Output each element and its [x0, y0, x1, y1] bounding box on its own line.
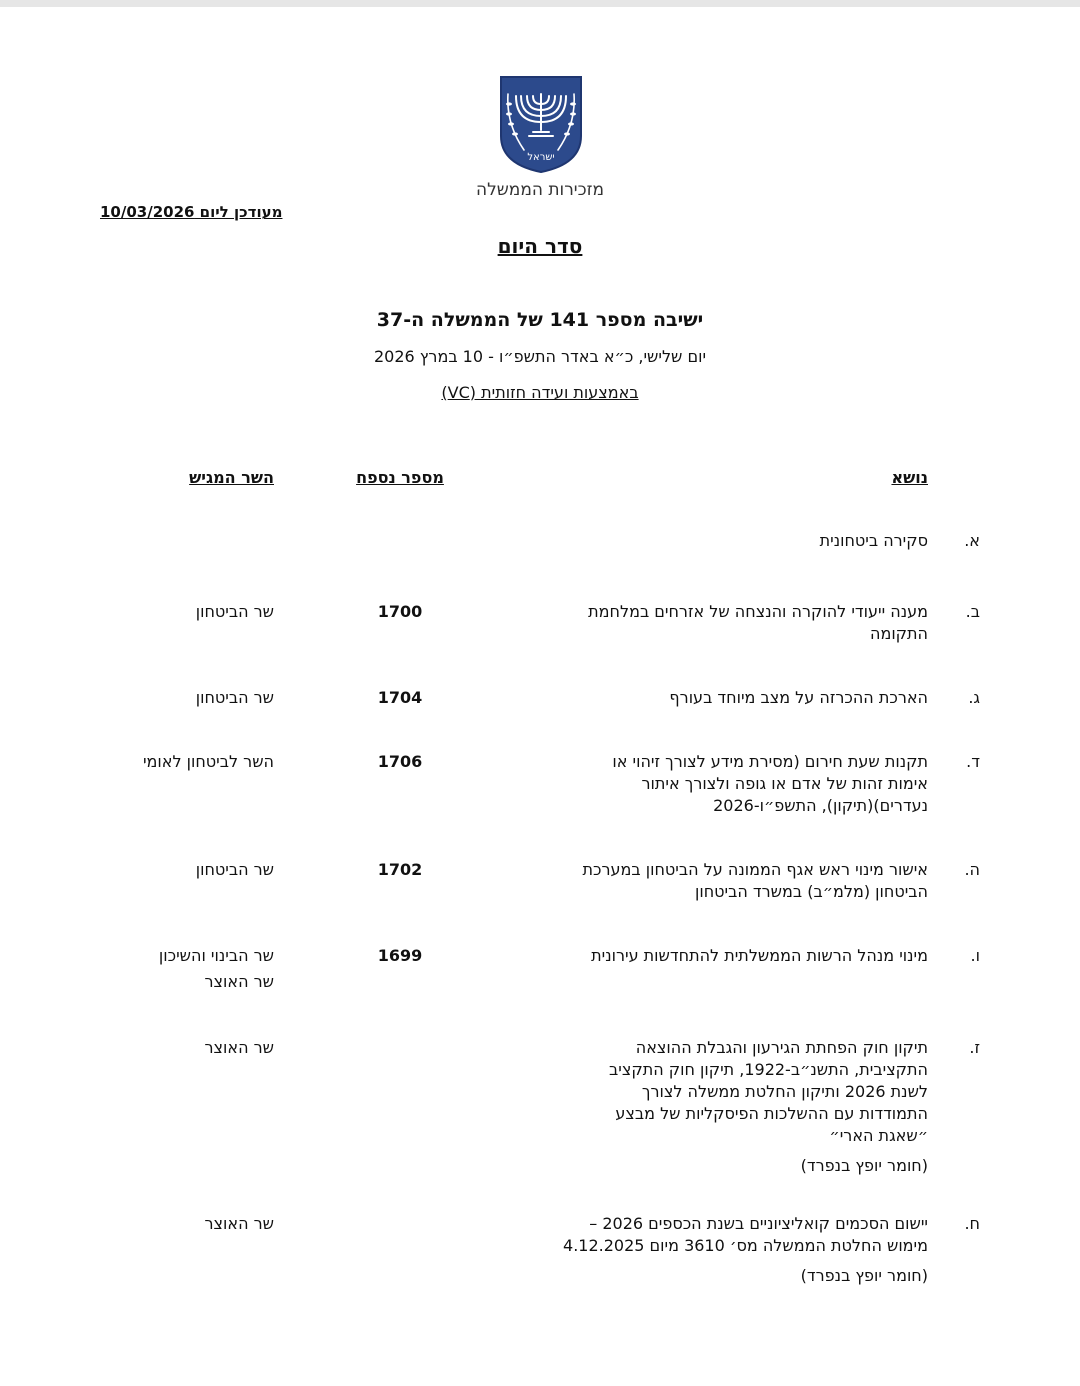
item-minister: [54, 751, 274, 777]
item-subject-line: סקירה ביטחונית: [819, 531, 928, 550]
item-minister: [54, 945, 274, 997]
minister-name: שר האוצר: [204, 1038, 274, 1057]
item-subject-line: נעדרים)(תיקון), התשפ״ו-2026: [713, 796, 928, 815]
column-header-minister: השר המגיש: [189, 468, 274, 487]
item-appendix: 1699: [377, 946, 423, 965]
item-minister: [54, 687, 274, 713]
item-subject: [524, 601, 928, 645]
item-subject: [524, 530, 928, 552]
item-letter: ד.: [966, 752, 980, 771]
item-note: (חומר יופץ בנפרד): [800, 1266, 928, 1285]
minister-name: שר הביטחון: [195, 602, 274, 621]
column-header-appendix: מספר נספח: [356, 468, 444, 487]
item-minister: [54, 601, 274, 627]
item-letter: ז.: [969, 1038, 980, 1057]
item-letter: ה.: [964, 860, 980, 879]
item-subject: [524, 945, 928, 967]
emblem-caption: ישראל: [527, 152, 555, 163]
meeting-title: ישיבה מספר 141 של הממשלה ה-37: [376, 309, 704, 331]
item-note: (חומר יופץ בנפרד): [800, 1156, 928, 1175]
updated-date: מעודכן ליום 10/03/2026: [100, 203, 283, 221]
item-subject: [524, 751, 928, 817]
item-subject-line: מענה ייעודי להוקרה והנצחה של אזרחים במלחמת: [588, 602, 928, 621]
minister-name: שר הבינוי והשיכון: [158, 946, 274, 965]
minister-name: שר האוצר: [204, 1214, 274, 1233]
item-subject-line: אישור מינוי ראש אגף הממונה על הביטחון במערכת: [582, 860, 928, 879]
meeting-mode: באמצעות ועידה חזותית (VC): [441, 383, 639, 402]
item-subject: [524, 1037, 928, 1177]
item-subject-line: אימות זהות של אדם או גופה ולצורך איתור: [641, 774, 928, 793]
item-appendix: 1706: [377, 752, 423, 771]
office-name: מזכירות הממשלה: [475, 180, 605, 200]
meeting-date: יום שלישי, כ״א באדר התשפ״ו - 10 במרץ 2026: [373, 347, 707, 366]
item-subject: [524, 687, 928, 709]
minister-name: שר הביטחון: [195, 860, 274, 879]
item-letter: א.: [964, 531, 980, 550]
item-minister: [54, 1213, 274, 1239]
item-letter: ו.: [970, 946, 980, 965]
item-subject-line: מינוי מנהל הרשות הממשלתית להתחדשות עירונית: [591, 946, 928, 965]
item-minister: [54, 1037, 274, 1063]
minister-name: שר הביטחון: [195, 688, 274, 707]
item-subject-line: התקציבית, התשנ״ב-1922, תיקון חוק התקציב: [609, 1060, 928, 1079]
item-subject-line: תקנות שעת חירום (מסירת מידע לצורך זיהוי או: [612, 752, 928, 771]
item-letter: ג.: [968, 688, 980, 707]
item-subject-line: הארכת ההכרזה על מצב מיוחד בעורף: [669, 688, 928, 707]
column-header-subject: נושא: [891, 468, 928, 487]
item-appendix: 1700: [377, 602, 423, 621]
state-emblem-icon: [498, 74, 584, 174]
item-letter: ב.: [965, 602, 980, 621]
item-appendix: 1702: [377, 860, 423, 879]
item-subject-line: התמודדות עם ההשלכות הפיסקליות של מבצע: [615, 1104, 928, 1123]
item-minister: [54, 859, 274, 885]
item-subject-line: תיקון חוק הפחתת הגירעון והגבלת ההוצאה: [635, 1038, 928, 1057]
item-letter: ח.: [964, 1214, 980, 1233]
item-subject: [524, 1213, 928, 1287]
item-subject-line: יישום הסכמים קואליציוניים בשנת הכספים 2026 –: [589, 1214, 928, 1233]
item-subject-line: מימוש החלטת הממשלה מס׳ 3610 מיום 4.12.2025: [563, 1236, 928, 1255]
minister-name: השר לביטחון לאומי: [142, 752, 274, 771]
top-strip: [0, 0, 1080, 7]
item-appendix: 1704: [377, 688, 423, 707]
minister-name: שר האוצר: [204, 972, 274, 991]
agenda-title: סדר היום: [497, 234, 583, 258]
item-subject-line: הביטחון (מלמ״ב) במשרד הביטחון: [694, 882, 928, 901]
item-subject-line: התקומה: [870, 624, 928, 643]
item-subject-line: לשנת 2026 ותיקון החלטת ממשלה לצורך: [641, 1082, 928, 1101]
item-subject-line: ״שאגת הארי״: [829, 1126, 928, 1145]
item-subject: [524, 859, 928, 903]
